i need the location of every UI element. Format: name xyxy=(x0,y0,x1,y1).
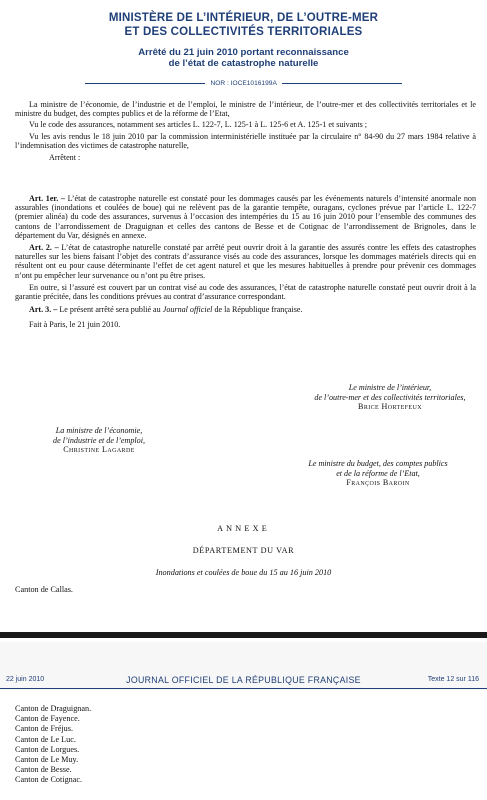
article-1-label: Art. 1er. – xyxy=(29,194,65,203)
article-3-journal-italic: Journal officiel xyxy=(162,305,213,315)
nor-reference xyxy=(0,80,487,87)
budget-name: François Baroin xyxy=(346,478,410,488)
article-1-text: L’état de catastrophe naturelle est constaté pour les dommages causés par les événements naturels d’intensité anormale non assurables (inondations et coulées de boue) qui ne relèvent pas de la garantie tempête, ouragans, cyclones prévue par l’article L. 122-7 (premier alinéa) du code des assurances, survenus à l’occasion des intempéries du 15 au 16 juin 2010 pour l’ensemble des communes des cantons de l’arrondissement de Draguignan et celles des cantons de Besse et de Cotignac de l’arrondissement de Brignoles, dans le département du Var, désignés en annexe. xyxy=(15,194,476,240)
list-item: Canton de Lorgues. xyxy=(15,744,80,754)
article-2-label: Art. 2. – xyxy=(29,243,59,253)
page-divider xyxy=(0,632,487,638)
article-1 xyxy=(15,194,476,240)
preamble-paragraph: Vu les avis rendus le 18 juin 2010 par la commission interministérielle instituée par la circulaire n° 84-90 du 27 mars 1984 relative à l’indemnisation des victimes de catastrophe naturelle, xyxy=(15,131,476,150)
signature-interior xyxy=(300,383,480,412)
annex-department: DÉPARTEMENT DU VAR xyxy=(192,546,295,555)
article-3-text-after: de la République française. xyxy=(212,305,303,315)
budget-title-1: Le ministre du budget, des comptes publics xyxy=(308,459,448,468)
signature-economy xyxy=(24,426,174,455)
nor-rule-right xyxy=(282,83,402,84)
article-3-text-before: Le présent arrêté sera publié au xyxy=(59,305,163,315)
article-2-text: L’état de catastrophe naturelle constaté par arrêté peut ouvrir droit à la garantie des assurés contre les effets des catastrophes naturelles sur les biens faisant l’objet des contrats d’assurance visés au code des assurances, lorsque les dommages matériels directs qui en résultent ont eu pour cause déterminante l’effet de cet agent naturel et que les mesures habituelles à prendre pour prévenir ces dommages n’ont pu empêcher leur survenance ou n’ont pu être prises. xyxy=(15,243,477,280)
list-item: Canton de Draguignan. xyxy=(15,704,92,713)
closing-date: Fait à Paris, le 21 juin 2010. xyxy=(29,320,121,330)
articles xyxy=(15,194,476,330)
interior-title-1: Le ministre de l’intérieur, xyxy=(348,383,432,392)
arretent-line: Arrêtent : xyxy=(49,153,81,163)
interior-name: Brice Hortefeux xyxy=(358,402,422,412)
ministry-title-line2: ET DES COLLECTIVITÉS TERRITORIALES xyxy=(124,26,363,38)
economy-title-1: La ministre de l’économie, xyxy=(55,426,143,435)
economy-name: Christine Lagarde xyxy=(63,445,135,455)
article-3-label: Art. 3. – xyxy=(29,305,58,315)
preamble xyxy=(15,100,476,162)
economy-title-2: de l’industrie et de l’emploi, xyxy=(53,435,145,445)
list-item: Canton de Besse. xyxy=(15,765,72,775)
list-item: Canton de Cotignac. xyxy=(15,775,83,785)
decree-title-line2: de l’état de catastrophe naturelle xyxy=(168,58,319,69)
decree-title-line1: Arrêté du 21 juin 2010 portant reconnaissance xyxy=(138,47,349,58)
signature-budget xyxy=(278,459,478,488)
nor-rule-left xyxy=(85,83,205,84)
article-2-continuation: En outre, si l’assuré est couvert par un contrat visé au code des assurances, l’état de catastrophe naturelle constaté peut ouvrir droit à la garantie précitée, dans les conditions prévues au contrat d’assurance correspondant. xyxy=(15,282,476,302)
budget-title-2: et de la réforme de l’Etat, xyxy=(336,468,420,478)
list-item: Canton de Fréjus. xyxy=(15,724,73,734)
annex-heading: ANNEXE xyxy=(217,524,270,533)
interior-title-2: de l’outre-mer et des collectivités territoriales, xyxy=(314,392,466,402)
running-header xyxy=(0,676,487,689)
running-header-journal: JOURNAL OFFICIEL DE LA RÉPUBLIQUE FRANÇAISE xyxy=(126,675,361,685)
canton-callas: Canton de Callas. xyxy=(15,585,73,594)
running-header-date: 22 juin 2010 xyxy=(6,676,45,683)
article-2 xyxy=(15,243,476,280)
article-3 xyxy=(15,305,476,314)
preamble-paragraph: La ministre de l’économie, de l’industrie et de l’emploi, le ministre de l’intérieur, de l’outre-mer et des collectivités territoriales et le ministre du budget, des comptes publics et de la réforme de l’Etat, xyxy=(15,100,476,119)
preamble-paragraph: Vu le code des assurances, notamment ses articles L. 122-7, L. 125-1 à L. 125-6 et A. 125-1 et suivants ; xyxy=(29,120,368,130)
annex-event: Inondations et coulées de boue du 15 au 16 juin 2010 xyxy=(155,568,332,577)
list-item: Canton de Le Luc. xyxy=(15,734,76,744)
list-item: Canton de Le Muy. xyxy=(15,755,79,765)
nor-code: NOR : IOCE1016199A xyxy=(210,80,277,87)
running-header-text-number: Texte 12 sur 116 xyxy=(427,676,479,683)
ministry-title-line1: MINISTÈRE DE L’INTÉRIEUR, DE L’OUTRE-MER xyxy=(108,12,379,24)
list-item: Canton de Fayence. xyxy=(15,714,80,724)
canton-list xyxy=(15,704,91,786)
